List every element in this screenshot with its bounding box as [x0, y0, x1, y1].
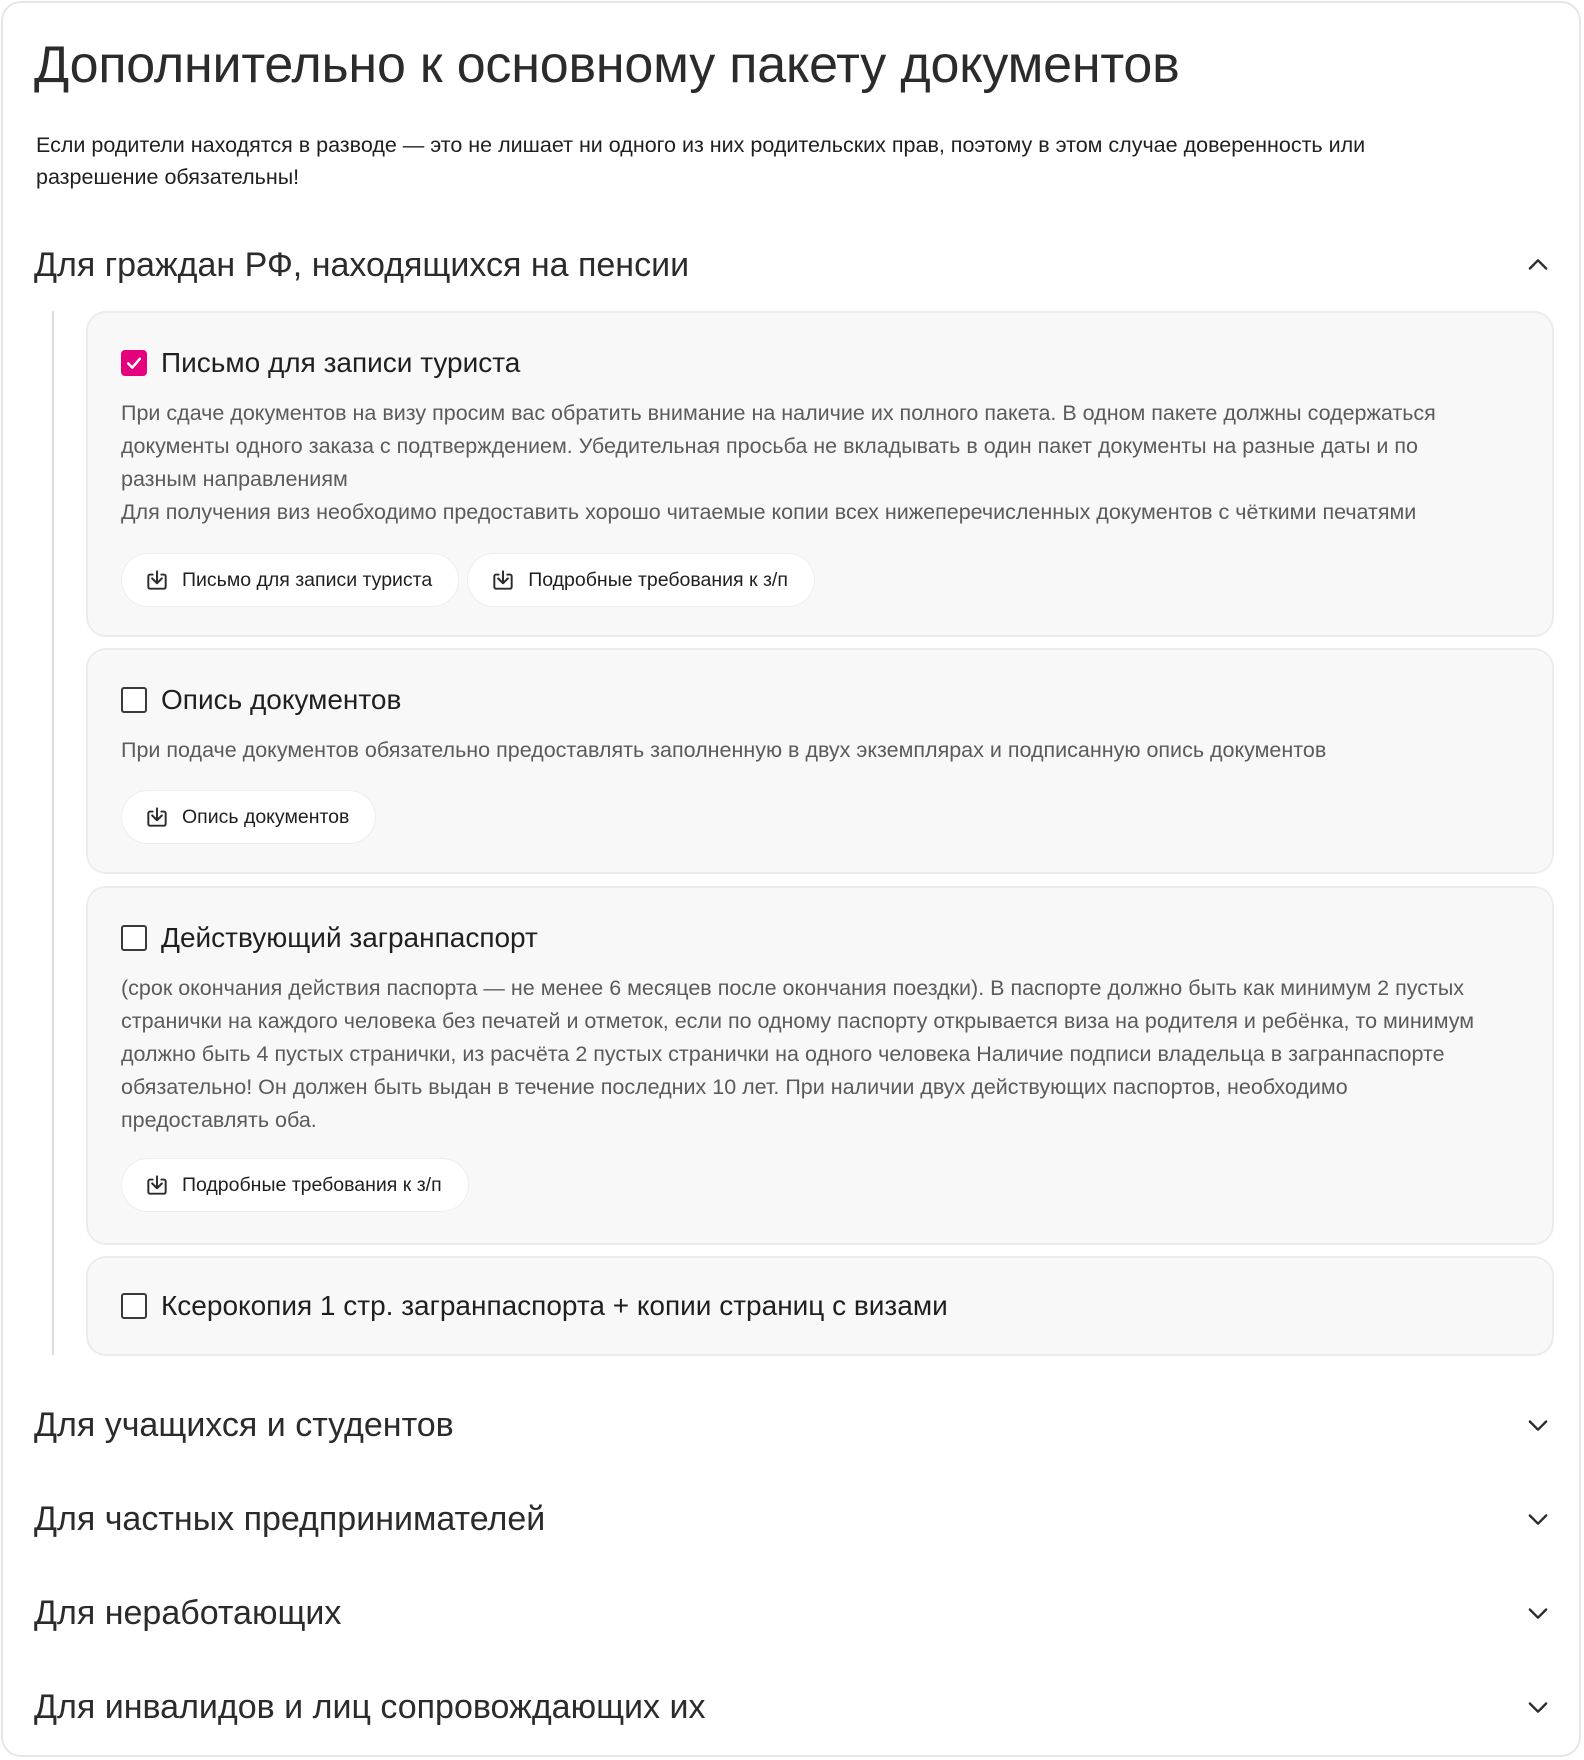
card-paragraph: При сдаче документов на визу просим вас обратить внимание на наличие их полного пакета. В одном пакете должны содержаться документы одного заказа с подтверждением. Убедительная просьба не вкладывать в один пакет документы на разные даты и по разным направлениям: [121, 401, 1436, 491]
section-header-pensioners[interactable]: [34, 235, 1554, 295]
section-title: Для неработающих: [34, 1594, 342, 1632]
button-row: [121, 790, 376, 844]
download-button-label: Опись документов: [182, 805, 350, 828]
card-title: Ксерокопия 1 стр. загранпаспорта + копии страниц с визами: [161, 1290, 948, 1321]
section-title: Для частных предпринимателей: [34, 1500, 546, 1538]
checkmark-icon: [124, 353, 144, 373]
card-paragraph: Для получения виз необходимо предоставить хорошо читаемые копии всех нижеперечисленных документов с чёткими печатями: [121, 500, 1417, 524]
card-title: Действующий загранпаспорт: [161, 922, 538, 953]
document-card: [86, 311, 1554, 637]
card-header: [121, 343, 520, 383]
chevron-down-icon[interactable]: [1522, 1409, 1554, 1441]
download-icon: [490, 567, 516, 593]
download-button-label: Письмо для записи туриста: [182, 568, 433, 591]
tree-line: [52, 311, 54, 1355]
card-description: (срок окончания действия паспорта — не менее 6 месяцев после окончания поездки). В паспорте должно быть как минимум 2 пустых странички на каждого человека без печатей и отметок, если по одному паспорту открывается виза на родителя и ребёнка, то минимум должно быть 4 пустых странички, из расчёта 2 пустых странички на одного человека Наличие подписи владельца в загранпаспорте обязательно! Он должен быть выдан в течение последних 10 лет. При наличии двух действующих паспортов, необходимо предоставлять оба.: [121, 976, 1475, 1132]
chevron-up-icon[interactable]: [1522, 249, 1554, 281]
download-button[interactable]: [121, 1158, 469, 1212]
section-title: Для инвалидов и лиц сопровождающих их: [34, 1688, 706, 1726]
download-button[interactable]: [121, 553, 459, 607]
section-header-unemployed[interactable]: [34, 1583, 1554, 1643]
card-description: При подаче документов обязательно предоставлять заполненную в двух экземплярах и подписанную опись документов: [121, 738, 1327, 762]
download-button-label: Подробные требования к з/п: [528, 568, 788, 591]
section-title: Для граждан РФ, находящихся на пенсии: [34, 246, 690, 284]
document-card: [86, 1256, 1554, 1356]
section-title: Для учащихся и студентов: [34, 1406, 454, 1444]
download-icon: [144, 567, 170, 593]
checkbox-checked[interactable]: [121, 350, 147, 376]
card-header: [121, 1286, 948, 1326]
download-icon: [144, 804, 170, 830]
chevron-down-icon[interactable]: [1522, 1503, 1554, 1535]
checkbox[interactable]: [121, 1293, 147, 1319]
download-button[interactable]: [467, 553, 815, 607]
card-description: [121, 397, 1521, 529]
checkbox[interactable]: [121, 687, 147, 713]
documents-panel: [1, 1, 1581, 1757]
checkbox[interactable]: [121, 925, 147, 951]
card-title: Письмо для записи туриста: [161, 347, 521, 378]
card-header: [121, 918, 538, 958]
page-title: Дополнительно к основному пакету документов: [34, 36, 1180, 94]
section-header-students[interactable]: [34, 1395, 1554, 1455]
card-header: [121, 680, 401, 720]
section-header-disabled[interactable]: [34, 1677, 1554, 1737]
document-card: [86, 648, 1554, 874]
document-card: [86, 886, 1554, 1245]
section-header-entrepreneurs[interactable]: [34, 1489, 1554, 1549]
chevron-down-icon[interactable]: [1522, 1597, 1554, 1629]
button-row: [121, 1158, 469, 1212]
button-row: [121, 553, 815, 607]
download-button[interactable]: [121, 790, 376, 844]
chevron-down-icon[interactable]: [1522, 1691, 1554, 1723]
intro-text: Если родители находятся в разводе — это не лишает ни одного из них родительских прав, поэтому в этом случае доверенность или разрешение обязательны!: [36, 133, 1366, 189]
download-button-label: Подробные требования к з/п: [182, 1173, 442, 1196]
download-icon: [144, 1172, 170, 1198]
card-title: Опись документов: [161, 684, 402, 715]
